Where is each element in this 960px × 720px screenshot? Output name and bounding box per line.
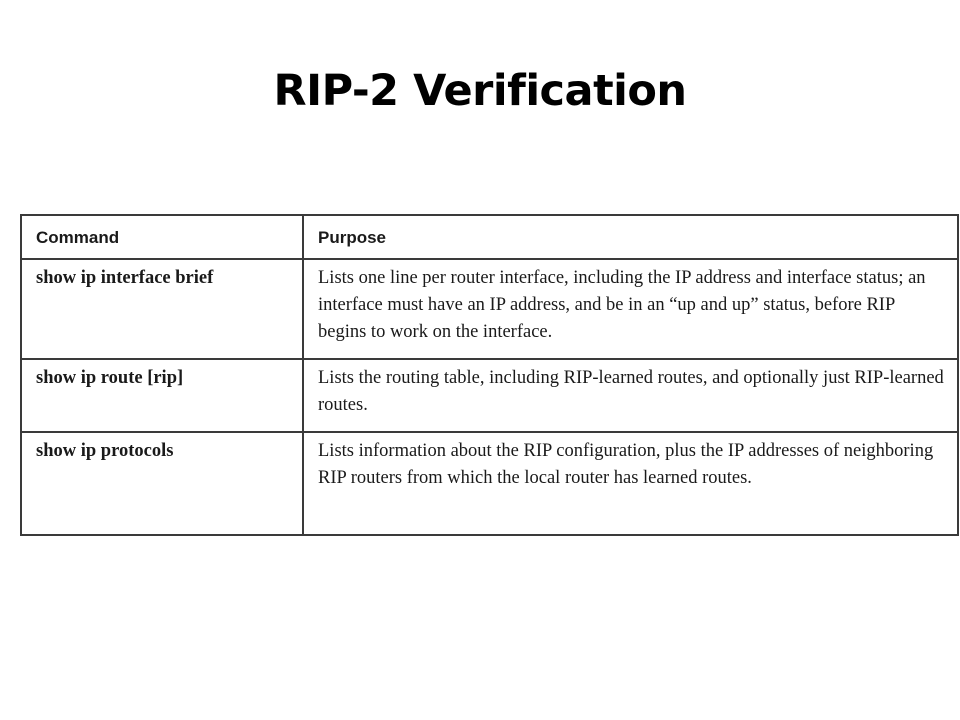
table-header-row	[21, 215, 958, 259]
purpose-cell: Lists information about the RIP configuration, plus the IP addresses of neighboring RIP routers from which the local router has learned routes.	[303, 432, 958, 535]
command-cell: show ip interface brief	[21, 259, 303, 359]
table-row	[21, 259, 958, 359]
table-row	[21, 359, 958, 432]
header-purpose: Purpose	[303, 215, 958, 259]
command-table	[20, 214, 959, 536]
header-command: Command	[21, 215, 303, 259]
slide-title: RIP-2 Verification	[273, 66, 687, 116]
command-cell: show ip protocols	[21, 432, 303, 535]
table-row	[21, 432, 958, 535]
command-cell: show ip route [rip]	[21, 359, 303, 432]
command-table-container	[20, 214, 957, 536]
purpose-cell: Lists one line per router interface, including the IP address and interface status; an interface must have an IP address, and be in an “up and up” status, before RIP begins to work on the interface.	[303, 259, 958, 359]
purpose-cell: Lists the routing table, including RIP-learned routes, and optionally just RIP-learned routes.	[303, 359, 958, 432]
